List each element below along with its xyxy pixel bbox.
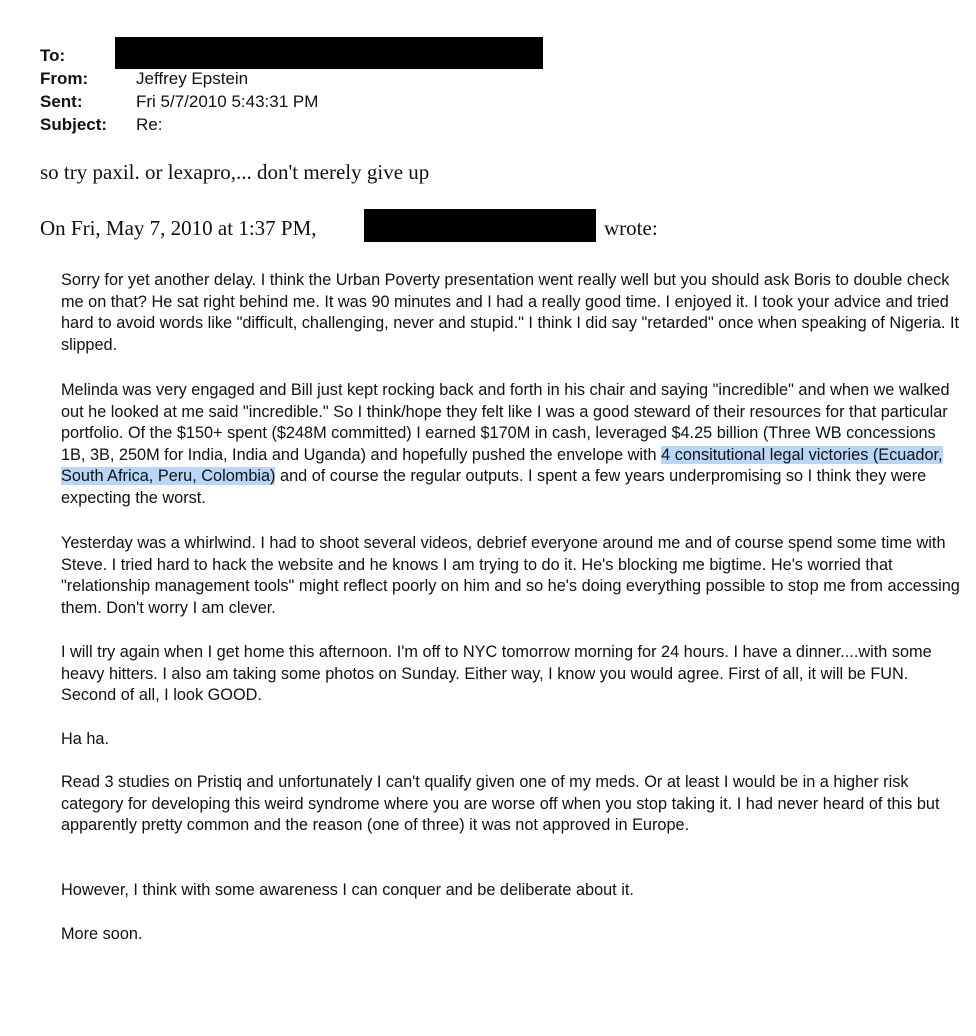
reply-text: so try paxil. or lexapro,... don't merely give up [40,160,430,184]
subject-value: Re: [136,115,163,134]
recipient-redaction [115,37,543,69]
highlighted-text: 4 consitutional legal victories (Ecuador, South Africa, Peru, Colombia) [61,445,943,485]
paragraph-text: Melinda was very engaged and Bill just kept rocking back and forth in his chair and saying "incredible" and when we walked out he looked at me said "incredible." So I think/hope they felt like I was a good steward of their resources for that particular portfolio. Of the $150+ spent ($248M committed) I earned $170M in cash, leveraged $4.25 billion (Three WB concessions 1B, 3B, 250M for India, India and Uganda) and hopefully pushed the envelope with [61,381,950,464]
from-value: Jeffrey Epstein [136,69,249,88]
sent-value: Fri 5/7/2010 5:43:31 PM [136,92,319,111]
quoted-paragraph [61,729,961,751]
subject-label: Subject: [40,115,108,134]
quoted-paragraph [61,924,961,946]
sender-redaction [364,209,596,242]
paragraph-whirlwind: Yesterday was a whirlwind. I had to shoot several videos, debrief everyone around me and of course spend some time with Steve. I tried hard to hack the website and he knows I am trying to do it. He's blocking me bigtime. He's worried that "relationship management tools" might reflect poorly on him and so he's doing everything possible to stop me from accessing them. Don't worry I am clever. [61,534,960,617]
paragraph-nyc-trip: I will try again when I get home this afternoon. I'm off to NYC tomorrow morning for 24 hours. I have a dinner....with some heavy hitters. I also am taking some photos on Sunday. Either way, I know you would agree. First of all, it will be FUN. Second of all, I look GOOD. [61,643,932,704]
quote-intro-prefix: On Fri, May 7, 2010 at 1:37 PM, [40,216,317,240]
from-label: From: [40,69,89,88]
quoted-paragraph [61,642,961,707]
quoted-paragraph [61,270,961,356]
paragraph-awareness: However, I think with some awareness I can conquer and be deliberate about it. [61,881,634,899]
paragraph-ha-ha: Ha ha. [61,730,109,748]
paragraph-more-soon: More soon. [61,925,143,943]
quote-intro-suffix: wrote: [604,216,658,240]
quoted-paragraph [61,533,961,619]
paragraph-text: and of course the regular outputs. I spent a few years underpromising so I think they were expecting the worst. [61,467,927,507]
sent-label: Sent: [40,92,83,111]
to-label: To: [40,46,66,65]
paragraph-pristiq: Read 3 studies on Pristiq and unfortunately I can't qualify given one of my meds. Or at least I would be in a higher risk category for developing this weird syndrome where you are worse off when you stop taking it. I had never heard of this but apparently pretty common and the reason (one of three) it was not approved in Europe. [61,773,940,834]
quoted-paragraph [61,772,961,837]
paragraph-melinda-bill [61,380,961,509]
paragraph-urban-poverty: Sorry for yet another delay. I think the Urban Poverty presentation went really well but you should ask Boris to double check me on that? He sat right behind me. It was 90 minutes and I had a really good time. I enjoyed it. I took your advice and tried hard to avoid words like "difficult, challenging, never and stupid." I think I did say "retarded" once when speaking of Nigeria. It slipped. [61,271,959,354]
quoted-paragraph [61,380,961,509]
quoted-paragraph [61,880,961,902]
